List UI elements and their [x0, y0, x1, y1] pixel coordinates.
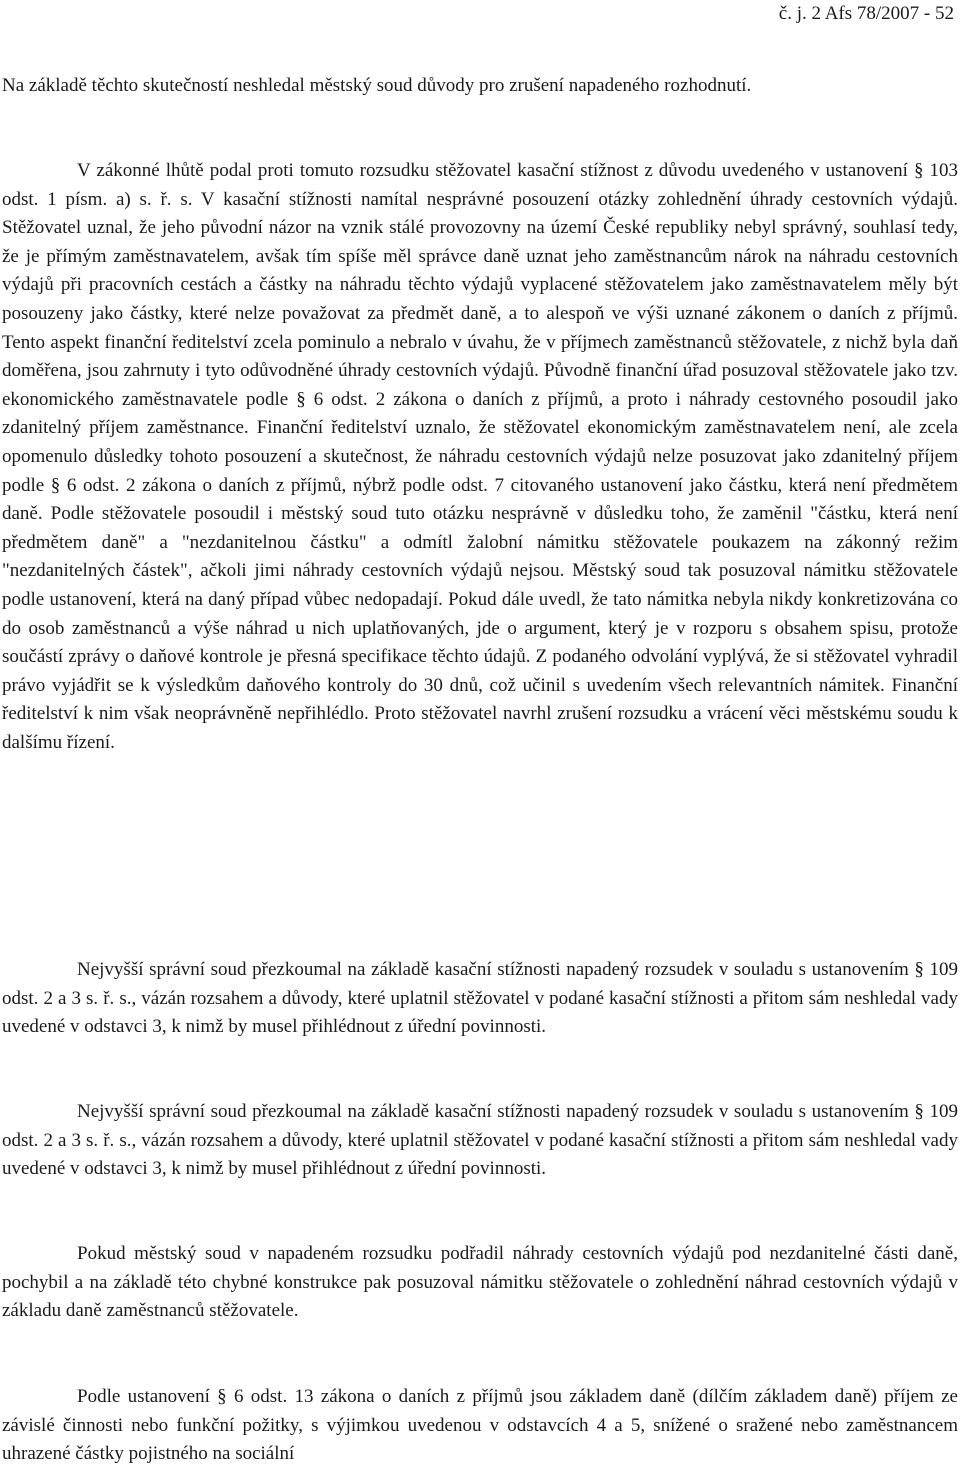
case-reference: č. j. 2 Afs 78/2007 - 52 [778, 3, 954, 24]
paragraph-4: Nejvyšší správní soud přezkoumal na základě kasační stížnosti napadený rozsudek v souladu s ustanovením § 109 odst. 2 a 3 s. ř. s., vázán rozsahem a důvody, které uplatnil stěžovatel v podané kasační stížnosti a přitom sám neshledal vady uvedené v odstavci 3, k nimž by musel přihlédnout z úřední povinnosti. [2, 1101, 958, 1180]
paragraph-2: V zákonné lhůtě podal proti tomuto rozsudku stěžovatel kasační stížnost z důvodu uvedeného v ustanovení § 103 odst. 1 písm. a) s. ř. s. V kasační stížnosti namítal nesprávné posouzení otázky zohlednění úhrady cestovních výdajů. Stěžovatel uznal, že jeho původní názor na vznik stálé provozovny na území České republiky nebyl správný, souhlasí tedy, že je přímým zaměstnavatelem, avšak tím spíše měl správce daně uznat jeho zaměstnancům nárok na náhradu cestovních výdajů při pracovních cestách a částky na náhradu těchto výdajů vyplacené stěžovatelem jako zaměstnavatelem měly být posouzeny jako částky, které nelze považovat za předmět daně, a to alespoň ve výši uznané zákonem o daních z příjmů. Tento aspekt finanční ředitelství zcela pominulo a nebralo v úvahu, že v příjmech zaměstnanců stěžovatele, z nichž byla daň doměřena, jsou zahrnuty i tyto odůvodněné úhrady cestovních výdajů. Původně finanční úřad posuzoval stěžovatele jako tzv. ekonomického zaměstnavatele podle § 6 odst. 2 zákona o daních z příjmů, a proto i náhrady cestovného posoudil jako zdanitelný příjem zaměstnance. Finanční ředitelství uznalo, že stěžovatel ekonomickým zaměstnavatelem není, ale zcela opomenulo důsledky tohoto posouzení a skutečnost, že náhradu cestovních výdajů nelze posuzovat jako zdanitelný příjem podle § 6 odst. 2 zákona o daních z příjmů, nýbrž podle odst. 7 citovaného ustanovení jako částku, která není předmětem daně. Podle stěžovatele posoudil i městský soud tuto otázku nesprávně v důsledku toho, že zaměnil "částku, která není předmětem daně" a "nezdanitelnou částku" a odmítl žalobní námitku stěžovatele poukazem na zákonný režim "nezdanitelných částek", ačkoli jimi náhrady cestovních výdajů nejsou. Městský soud tak posuzoval námitku stěžovatele podle ustanovení, která na daný případ vůbec nedopadají. Pokud dále uvedl, že tato námitka nebyla nikdy konkretizována co do osob zaměstnanců a výše náhrad u nich uplatňovaných, jde o argument, který je v rozporu s obsahem spisu, protože součástí zprávy o daňové kontrole je přesná specifikace těchto údajů. Z podaného odvolání vyplývá, že si stěžovatel vyhradil právo vyjádřit se k výsledkům daňového kontroly do 30 dnů, což učinil s uvedením všech relevantních námitek. Finanční ředitelství k nim však neoprávněně nepřihlédlo. Proto stěžovatel navrhl zrušení rozsudku a vrácení věci městskému soudu k dalšímu řízení. [2, 160, 958, 753]
paragraph-6: Podle ustanovení § 6 odst. 13 zákona o daních z příjmů jsou základem daně (dílčím základem daně) příjem ze závislé činnosti nebo funkční požitky, s výjimkou uvedenou v odstavcích 4 a 5, snížené o sražené nebo zaměstnancem uhrazené částky pojistného na sociální [2, 1386, 958, 1465]
paragraph-5: Pokud městský soud v napadeném rozsudku podřadil náhrady cestovních výdajů pod nezdanitelné části daně, pochybil a na základě této chybné konstrukce pak posuzoval námitku stěžovatele o zohlednění náhrad cestovních výdajů v základu daně zaměstnanců stěžovatele. [2, 1243, 958, 1322]
paragraph-1: Na základě těchto skutečností neshledal městský soud důvody pro zrušení napadeného rozhodnutí. [2, 75, 752, 96]
paragraph-3: Nejvyšší správní soud přezkoumal na základě kasační stížnosti napadený rozsudek v souladu s ustanovením § 109 odst. 2 a 3 s. ř. s., vázán rozsahem a důvody, které uplatnil stěžovatel v podané kasační stížnosti a přitom sám neshledal vady uvedené v odstavci 3, k nimž by musel přihlédnout z úřední povinnosti. [2, 959, 958, 1038]
